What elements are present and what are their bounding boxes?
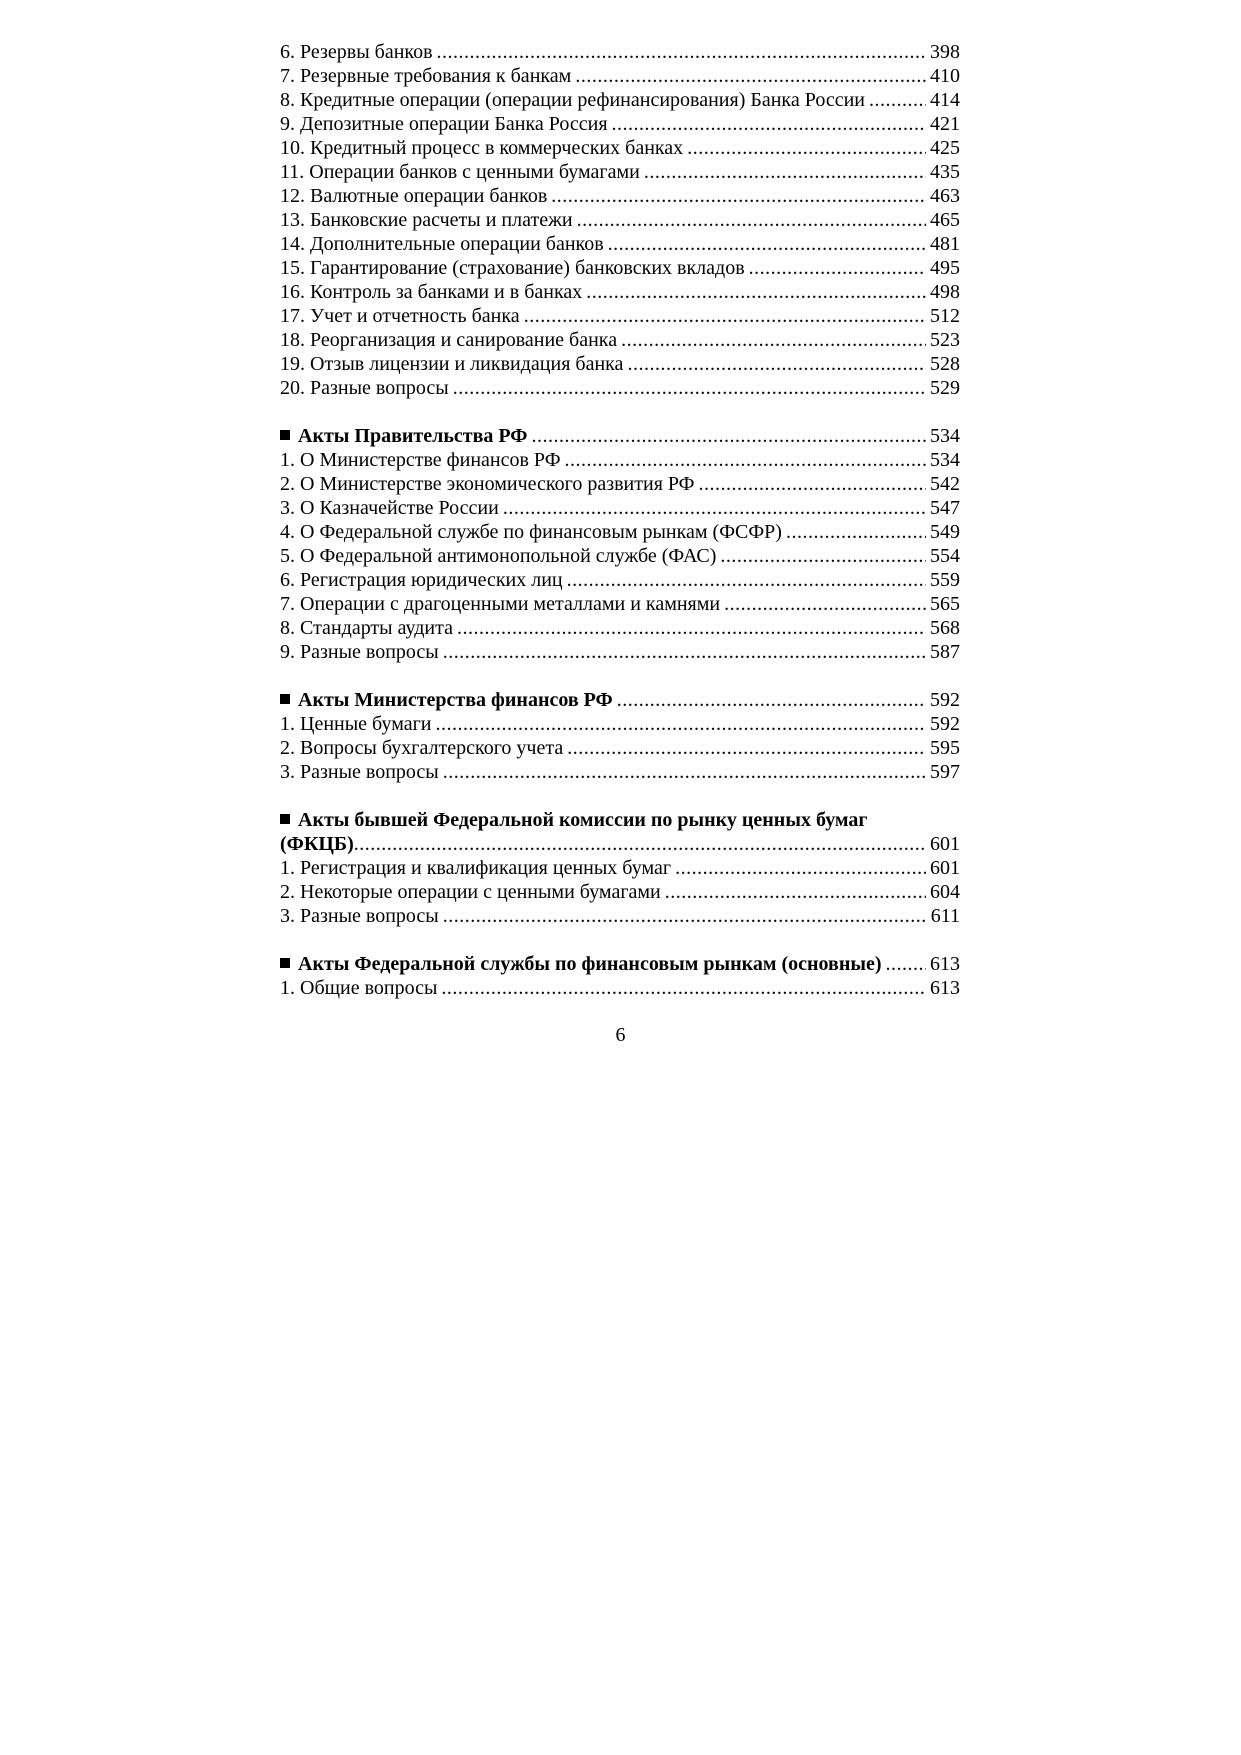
toc-entry [280,352,960,376]
toc-entry [280,184,960,208]
dot-leader [443,760,926,784]
toc-entry [280,880,960,904]
toc-entry-label: 1. Ценные бумаги [280,713,432,735]
dot-leader [354,832,926,856]
toc-entry-label: 15. Гарантирование (страхование) банковских вкладов [280,257,745,279]
toc-entry-label: 3. О Казначействе России [280,497,499,519]
toc-entry-label: 1. Общие вопросы [280,977,438,999]
toc-entry [280,376,960,400]
toc-entry [280,760,960,784]
toc-entry-page: 481 [930,233,960,255]
dot-leader [586,280,926,304]
toc-entry-page: 601 [930,833,960,855]
toc-section-heading [280,688,960,712]
toc-section-minfin [280,688,960,784]
toc-entry-page: 512 [930,305,960,327]
toc-entry-page: 425 [930,137,960,159]
page-number: 6 [615,1024,626,1046]
toc-entry-page: 592 [930,713,960,735]
toc-entry-page: 534 [930,425,960,447]
toc-entry [280,112,960,136]
toc-entry-label: 8. Стандарты аудита [280,617,453,639]
toc-entry-page: 523 [930,329,960,351]
section-spacer [280,928,960,952]
dot-leader [869,88,926,112]
dot-leader [724,592,926,616]
toc-entry-page: 595 [930,737,960,759]
dot-leader [698,472,926,496]
toc-entry [280,544,960,568]
toc-entry [280,712,960,736]
toc-entry [280,568,960,592]
toc-entry [280,856,960,880]
section-heading-title: Акты Министерства финансов РФ [298,689,613,711]
toc-entry [280,448,960,472]
toc-entry [280,208,960,232]
toc-entry-page: 613 [930,977,960,999]
dot-leader [675,856,926,880]
toc-entry-label: 20. Разные вопросы [280,377,449,399]
dot-leader [786,520,926,544]
square-bullet-icon [280,958,290,968]
dot-leader [524,304,926,328]
dot-leader [457,616,926,640]
toc-entry [280,160,960,184]
section-spacer [280,400,960,424]
toc-entry-label: 11. Операции банков с ценными бумагами [280,161,640,183]
toc-entry [280,496,960,520]
toc-entry [280,88,960,112]
toc-entry-page: 398 [930,41,960,63]
toc-entry-page: 498 [930,281,960,303]
dot-leader [621,328,926,352]
dot-leader [565,448,927,472]
toc-section-fkcb [280,808,960,928]
toc-entry [280,520,960,544]
toc-entry-page: 568 [930,617,960,639]
toc-entry-label: 17. Учет и отчетность банка [280,305,520,327]
toc-entry [280,640,960,664]
toc-entry-label: 8. Кредитные операции (операции рефинансирования) Банка России [280,89,865,111]
dot-leader [665,880,926,904]
toc-entry [280,976,960,1000]
toc-section-government [280,424,960,664]
dot-leader [608,232,926,256]
toc-entry-page: 611 [930,905,960,927]
section-heading-title-continued: (ФКЦБ) [280,833,354,855]
dot-leader [443,904,927,928]
toc-section-heading-line [280,808,960,832]
section-spacer [280,664,960,688]
toc-entry-label: 12. Валютные операции банков [280,185,548,207]
toc-entry [280,736,960,760]
dot-leader [612,112,926,136]
toc-entry-page: 604 [930,881,960,903]
section-heading-label [280,424,531,448]
table-of-contents [280,40,960,1000]
dot-leader [644,160,926,184]
toc-entry-page: 414 [930,89,960,111]
toc-entry-page: 463 [930,185,960,207]
section-spacer [280,784,960,808]
toc-entry-page: 592 [930,689,960,711]
toc-entry-label: 6. Регистрация юридических лиц [280,569,563,591]
toc-entry-label: 10. Кредитный процесс в коммерческих банках [280,137,684,159]
toc-entry [280,328,960,352]
square-bullet-icon [280,814,290,824]
toc-entry [280,136,960,160]
toc-entry-label: 16. Контроль за банками и в банках [280,281,583,303]
toc-entry-label: 6. Резервы банков [280,41,433,63]
section-heading-title: Акты Правительства РФ [298,425,528,447]
toc-entry-page: 534 [930,449,960,471]
toc-entry-page: 565 [930,593,960,615]
dot-leader [551,184,926,208]
toc-entry-label: 2. Некоторые операции с ценными бумагами [280,881,661,903]
toc-entry [280,472,960,496]
toc-entry-label: 1. О Министерстве финансов РФ [280,449,561,471]
toc-entry-label: 3. Разные вопросы [280,761,439,783]
toc-entry-page: 465 [930,209,960,231]
toc-entry-page: 554 [930,545,960,567]
toc-section-heading [280,952,960,976]
dot-leader [627,352,926,376]
toc-entry-page: 587 [930,641,960,663]
toc-entry-page: 542 [930,473,960,495]
toc-entry [280,256,960,280]
toc-entry-label: 2. Вопросы бухгалтерского учета [280,737,564,759]
toc-entry-label: 14. Дополнительные операции банков [280,233,604,255]
toc-entry-page: 613 [930,953,960,975]
toc-entry [280,232,960,256]
toc-entry-page: 410 [930,65,960,87]
section-heading-title: Акты бывшей Федеральной комиссии по рынку ценных бумаг [298,809,868,831]
toc-entry-page: 495 [930,257,960,279]
toc-entry [280,592,960,616]
dot-leader [617,688,926,712]
toc-section-fsfr [280,952,960,1000]
square-bullet-icon [280,430,290,440]
dot-leader [531,424,926,448]
toc-entry-label: 9. Разные вопросы [280,641,439,663]
dot-leader [575,64,926,88]
toc-entry-label: 19. Отзыв лицензии и ликвидация банка [280,353,624,375]
dot-leader [687,136,926,160]
section-heading-title: Акты Федеральной службы по финансовым рынкам (основные) [298,953,882,975]
section-heading-label [280,952,886,976]
toc-group-banks [280,40,960,400]
dot-leader [436,712,927,736]
toc-entry-label: 7. Резервные требования к банкам [280,65,572,87]
toc-entry-page: 529 [930,377,960,399]
toc-section-heading [280,832,960,856]
toc-entry-page: 435 [930,161,960,183]
toc-entry-page: 547 [930,497,960,519]
toc-entry-label: 3. Разные вопросы [280,905,439,927]
square-bullet-icon [280,694,290,704]
toc-entry [280,616,960,640]
dot-leader [437,40,926,64]
dot-leader [886,952,926,976]
toc-entry-label: 13. Банковские расчеты и платежи [280,209,573,231]
toc-entry-page: 559 [930,569,960,591]
toc-entry [280,904,960,928]
toc-entry-label: 1. Регистрация и квалификация ценных бумаг [280,857,672,879]
toc-entry-page: 421 [930,113,960,135]
toc-entry [280,280,960,304]
dot-leader [567,568,926,592]
dot-leader [441,976,926,1000]
dot-leader [749,256,926,280]
toc-entry [280,304,960,328]
dot-leader [720,544,926,568]
toc-section-heading [280,424,960,448]
toc-entry-label: 5. О Федеральной антимонопольной службе (ФАС) [280,545,717,567]
dot-leader [567,736,926,760]
toc-entry-label: 9. Депозитные операции Банка Россия [280,113,608,135]
dot-leader [453,376,926,400]
toc-entry [280,40,960,64]
toc-entry-page: 601 [930,857,960,879]
toc-entry-label: 7. Операции с драгоценными металлами и камнями [280,593,721,615]
toc-entry-page: 597 [930,761,960,783]
toc-entry-label: 2. О Министерстве экономического развития РФ [280,473,695,495]
dot-leader [503,496,926,520]
toc-entry-label: 18. Реорганизация и санирование банка [280,329,618,351]
toc-entry-page: 528 [930,353,960,375]
toc-entry-label: 4. О Федеральной службе по финансовым рынкам (ФСФР) [280,521,782,543]
toc-entry-page: 549 [930,521,960,543]
section-heading-label [280,688,617,712]
dot-leader [443,640,926,664]
dot-leader [577,208,926,232]
toc-entry [280,64,960,88]
